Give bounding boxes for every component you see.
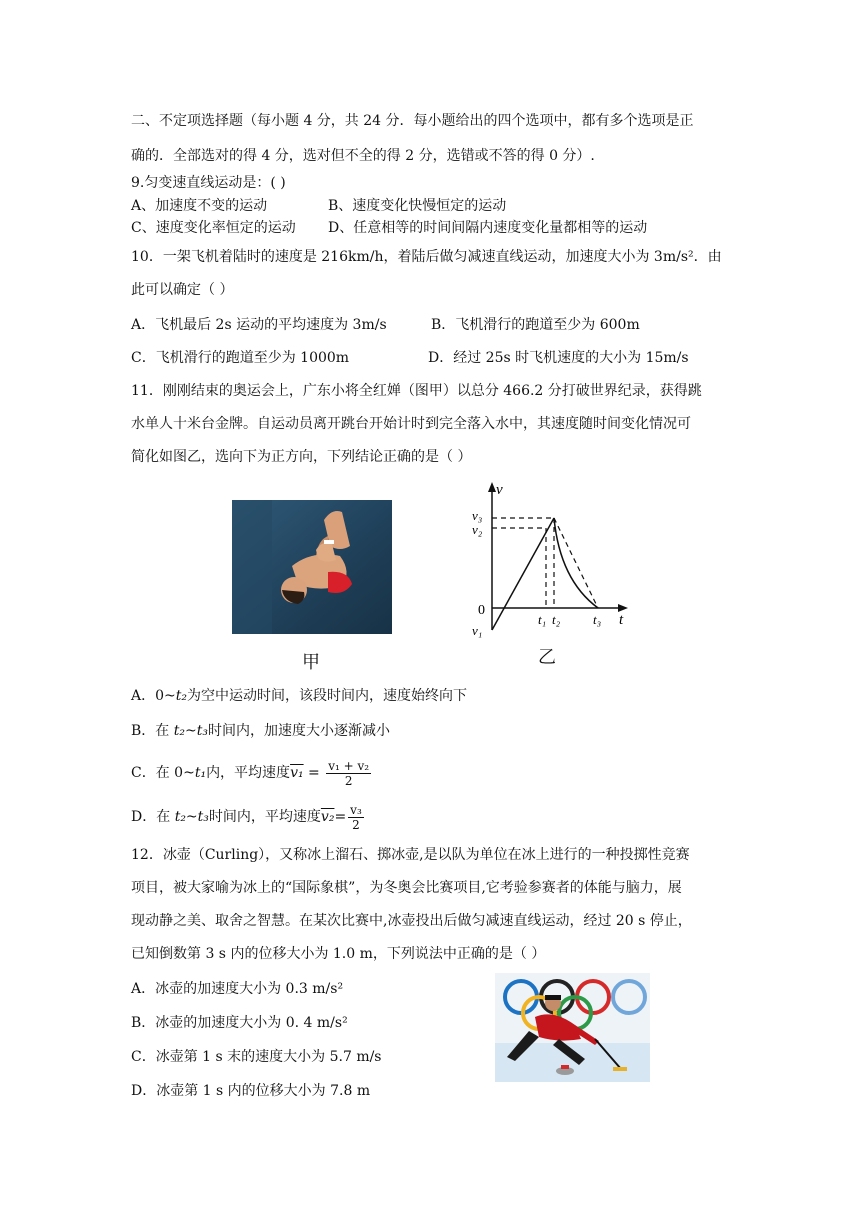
q10-stem-line1: 10．一架飞机着陆时的速度是 216km/h，着陆后做匀减速直线运动，加速度大小为 3m/s²．由 (131, 249, 722, 265)
q11-c-denominator: 2 (344, 773, 353, 788)
q9-option-c: C、速度变化率恒定的运动 (131, 220, 296, 236)
figure-yi-caption: 乙 (538, 647, 556, 668)
q11-d-fraction (348, 803, 364, 832)
q11-c-var: t₁ (194, 765, 207, 781)
q11-c-prefix: C．在 0~ (131, 765, 195, 781)
q12-option-b: B．冰壶的加速度大小为 0. 4 m/s² (131, 1015, 348, 1031)
v3-label: v₃ (472, 508, 483, 523)
q10-option-d: D．经过 25s 时飞机速度的大小为 15m/s (428, 350, 689, 366)
q12-option-c: C．冰壶第 1 s 末的速度大小为 5.7 m/s (131, 1049, 382, 1065)
section-heading-line1: 二、不定项选择题（每小题 4 分，共 24 分．每小题给出的四个选项中，都有多个选项是正 (131, 113, 694, 129)
q11-c-fraction (326, 759, 371, 788)
q11-d-denominator: 2 (352, 817, 360, 832)
v2-label: v₂ (472, 522, 483, 537)
q11-c-numerator: v₁ + v₂ (328, 758, 370, 773)
q11-d-prefix: D．在 (131, 809, 175, 825)
q11-b-var: t₂~t₃ (173, 723, 208, 739)
q11-d-var: t₂~t₃ (174, 809, 209, 825)
q11-d-text: 时间内，平均速度 (208, 809, 321, 825)
v-axis-arrow (488, 482, 496, 492)
q11-d-lhs: v₂ (320, 809, 335, 825)
q11-option-b (131, 721, 390, 741)
q11-option-a (131, 686, 467, 706)
vt-graph (466, 480, 636, 640)
q11-stem-line3: 简化如图乙，选向下为正方向，下列结论正确的是（ ） (131, 449, 472, 465)
q9-option-b: B、速度变化快慢恒定的运动 (328, 198, 507, 214)
q10-option-b: B．飞机滑行的跑道至少为 600m (431, 317, 640, 333)
q12-option-a: A．冰壶的加速度大小为 0.3 m/s² (131, 981, 344, 997)
q9-option-a: A、加速度不变的运动 (131, 198, 268, 214)
q11-b-text: 时间内，加速度大小逐渐减小 (207, 723, 390, 739)
curling-photo (495, 973, 650, 1082)
q12-stem-line3: 现动静之美、取舍之智慧。在某次比赛中,冰壶投出后做匀减速直线运动，经过 20 s 停止， (131, 913, 692, 929)
t-axis-arrow (618, 604, 628, 612)
figure-jia-caption: 甲 (302, 652, 320, 673)
q12-stem-line4: 已知倒数第 3 s 内的位移大小为 1.0 m，下列说法中正确的是（ ） (131, 946, 546, 962)
q9-option-d: D、任意相等的时间间隔内速度变化量都相等的运动 (328, 220, 648, 236)
q12-stem-line1: 12．冰壶（Curling），又称冰上溜石、掷冰壶,是以队为单位在冰上进行的一种投掷性竞赛 (131, 847, 690, 863)
q11-a-text: 为空中运动时间，该段时间内，速度始终向下 (187, 688, 467, 704)
q11-stem-line1: 11．刚刚结束的奥运会上，广东小将全红婵（图甲）以总分 466.2 分打破世界纪录，获得跳 (131, 383, 702, 399)
t2-label: t₂ (552, 612, 561, 627)
q11-d-numerator: v₃ (350, 802, 362, 817)
q11-b-prefix: B．在 (131, 723, 174, 739)
q12-option-d: D．冰壶第 1 s 内的位移大小为 7.8 m (131, 1083, 371, 1099)
q10-option-c: C．飞机滑行的跑道至少为 1000m (131, 350, 350, 366)
q11-option-d: D．在 t₂~t₃时间内，平均速度v₂= $\frac{\text{v₃}}{2}$ (131, 802, 362, 832)
t-axis-label: t (619, 612, 624, 628)
t1-label: t₁ (538, 612, 547, 627)
v-axis-label: v (496, 482, 503, 498)
q10-option-a: A．飞机最后 2s 运动的平均速度为 3m/s (131, 317, 387, 333)
origin-label: 0 (478, 603, 485, 618)
q10-stem-line2: 此可以确定（ ） (131, 282, 234, 298)
diver-photo (232, 500, 392, 634)
q11-a-var: t₂ (175, 688, 187, 704)
t3-dash (554, 518, 598, 608)
section-heading-line2: 确的．全部选对的得 4 分，选对但不全的得 2 分，选错或不答的得 0 分）. (131, 148, 595, 164)
q11-stem-line2: 水单人十米台金牌。自运动员离开跳台开始计时到完全落入水中，其速度随时间变化情况可 (131, 416, 691, 432)
v1-label: v₁ (472, 623, 483, 638)
t3-label: t₃ (593, 612, 602, 627)
q11-a-prefix: A．0~ (131, 688, 176, 704)
q11-option-c: C．在 0~t₁内，平均速度v₁ = $\frac{\text{v₁ + v₂}}{2}$ (131, 758, 370, 788)
q9-stem: 9.匀变速直线运动是：( ) (131, 175, 286, 191)
q11-c-lhs: v₁ (290, 765, 304, 781)
q11-c-text: 内，平均速度 (206, 765, 291, 781)
q12-stem-line2: 项目，被大家喻为冰上的“国际象棋”，为冬奥会比赛项目,它考验参赛者的体能与脑力，展 (131, 880, 682, 896)
